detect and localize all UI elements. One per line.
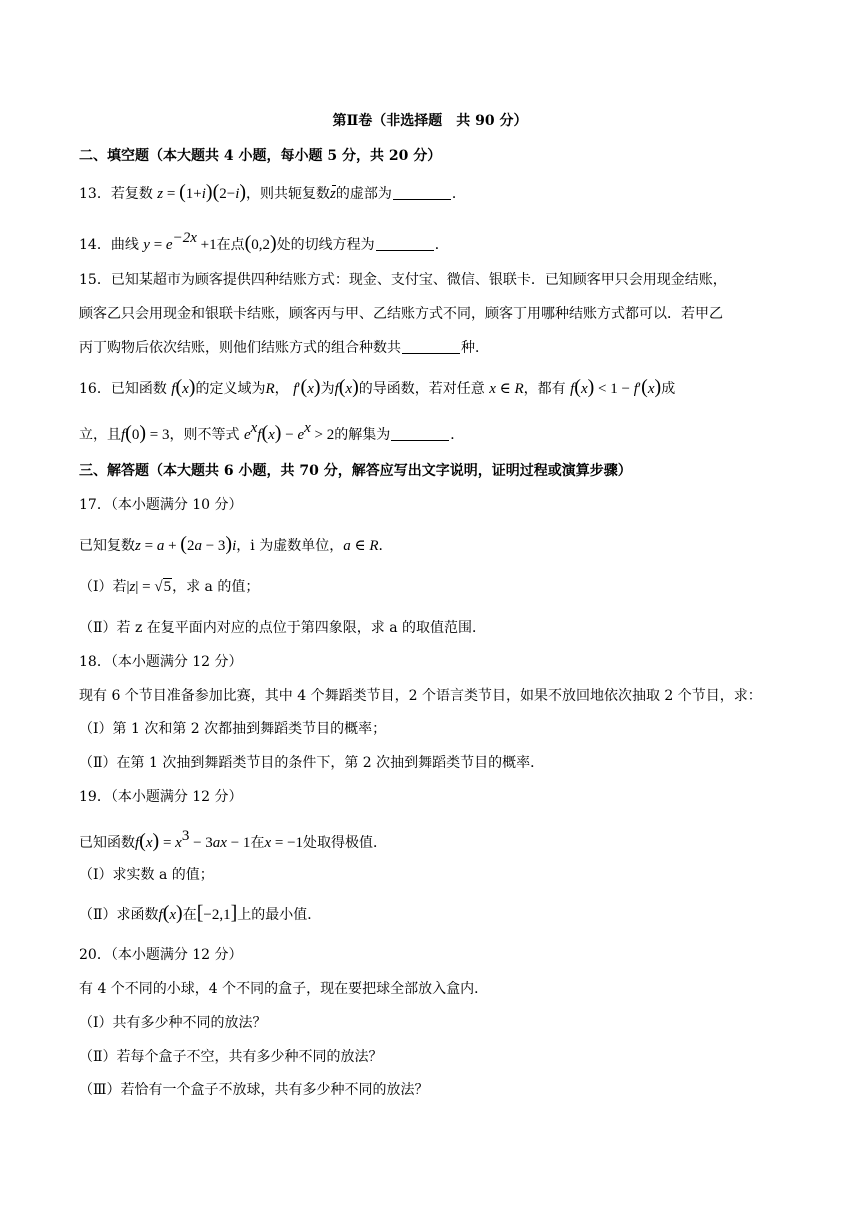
question-15-line-1: 15．已知某超市为顾客提供四种结账方式：现金、支付宝、微信、银联卡．已知顾客甲只会用现金结账，	[79, 272, 727, 288]
q13-answer-blank	[393, 184, 451, 200]
part-title: 第Ⅱ卷（非选择题 共 90 分）	[332, 113, 528, 129]
question-17-header: 17．（本小题满分 10 分）	[79, 497, 243, 513]
question-18-part-2: （Ⅱ）在第 1 次抽到舞蹈类节目的条件下，第 2 次抽到舞蹈类节目的概率．	[79, 755, 545, 771]
question-15-line-2: 顾客乙只会用现金和银联卡结账，顾客丙与甲、乙结账方式不同，顾客丁用哪种结账方式都可以．若甲乙	[79, 306, 723, 322]
question-16-line-1: 16．已知函数 f(x)的定义域为R， f′(x)为f(x)的导函数，若对任意 x ∈ R，都有 f(x) < 1 − f′(x)成	[79, 376, 676, 398]
q14-point: (0,2)	[244, 232, 277, 254]
question-19-stem: 已知函数$f(x) = x^3 - 3ax - 1$在x = −1处取得极值．	[79, 828, 388, 852]
question-19-part-1: （Ⅰ）求实数 a 的值；	[79, 867, 214, 883]
question-14: 14．曲线 $y = e^{-2x} +1$在点(0,2)处的切线方程为 ．	[79, 230, 449, 254]
question-16-line-2: 立，且f(0) = 3，则不等式 $e^xf(x) - e^x > 2$的解集为 ．	[79, 420, 465, 444]
q14-curve-formula: $y = e^{-2x} +1$	[143, 230, 217, 253]
q14-answer-blank	[376, 235, 434, 251]
question-20-stem: 有 4 个不同的小球，4 个不同的盒子，现在要把球全部放入盒内．	[79, 981, 489, 997]
question-20-part-1: （Ⅰ）共有多少种不同的放法？	[79, 1015, 267, 1031]
question-20-header: 20．（本小题满分 12 分）	[79, 947, 243, 963]
q13-formula: z = (1+i)(2−i)	[157, 181, 247, 203]
question-20-part-3: （Ⅲ）若恰有一个盒子不放球，共有多少种不同的放法？	[79, 1082, 429, 1098]
question-19-header: 19．（本小题满分 12 分）	[79, 789, 243, 805]
question-18-part-1: （Ⅰ）第 1 次和第 2 次都抽到舞蹈类节目的概率；	[79, 721, 387, 737]
question-19-part-2: （Ⅱ）求函数f(x)在[−2,1]上的最小值．	[79, 902, 322, 924]
question-15-line-3: 丙丁购物后依次结账，则他们结账方式的组合种数共 种．	[79, 340, 489, 356]
q13-number: 13．	[79, 186, 111, 202]
question-13: 13．若复数 z = (1+i)(2−i)，则共轭复数z的虚部为 ．	[79, 181, 466, 203]
question-20-part-2: （Ⅱ）若每个盒子不空，共有多少种不同的放法？	[79, 1049, 383, 1065]
q15-answer-blank	[402, 338, 460, 354]
q13-text-pre: 若复数	[110, 186, 153, 202]
question-17-stem: 已知复数z = a + (2a − 3)i，i 为虚数单位，a ∈ R．	[79, 533, 393, 555]
section-heading-fill-in: 二、填空题（本大题共 4 小题，每小题 5 分，共 20 分）	[79, 148, 442, 164]
q13-text-post: 的虚部为	[335, 186, 392, 202]
question-18-header: 18．（本小题满分 12 分）	[79, 654, 243, 670]
question-18-stem: 现有 6 个节目准备参加比赛，其中 4 个舞蹈类节目，2 个语言类节目，如果不放回地依次抽取 2 个节目，求：	[79, 688, 762, 704]
q13-text-mid: ，则共轭复数	[246, 186, 331, 202]
q13-conjugate-z: z	[330, 186, 336, 202]
q16-answer-blank	[391, 425, 449, 441]
question-17-part-2: （Ⅱ）若 z 在复平面内对应的点位于第四象限，求 a 的取值范围．	[79, 620, 487, 636]
section-heading-solutions: 三、解答题（本大题共 6 小题，共 70 分，解答应写出文字说明，证明过程或演算步骤）	[79, 463, 632, 479]
question-17-part-1: （Ⅰ）若|z| = √5，求 a 的值；	[79, 579, 260, 595]
